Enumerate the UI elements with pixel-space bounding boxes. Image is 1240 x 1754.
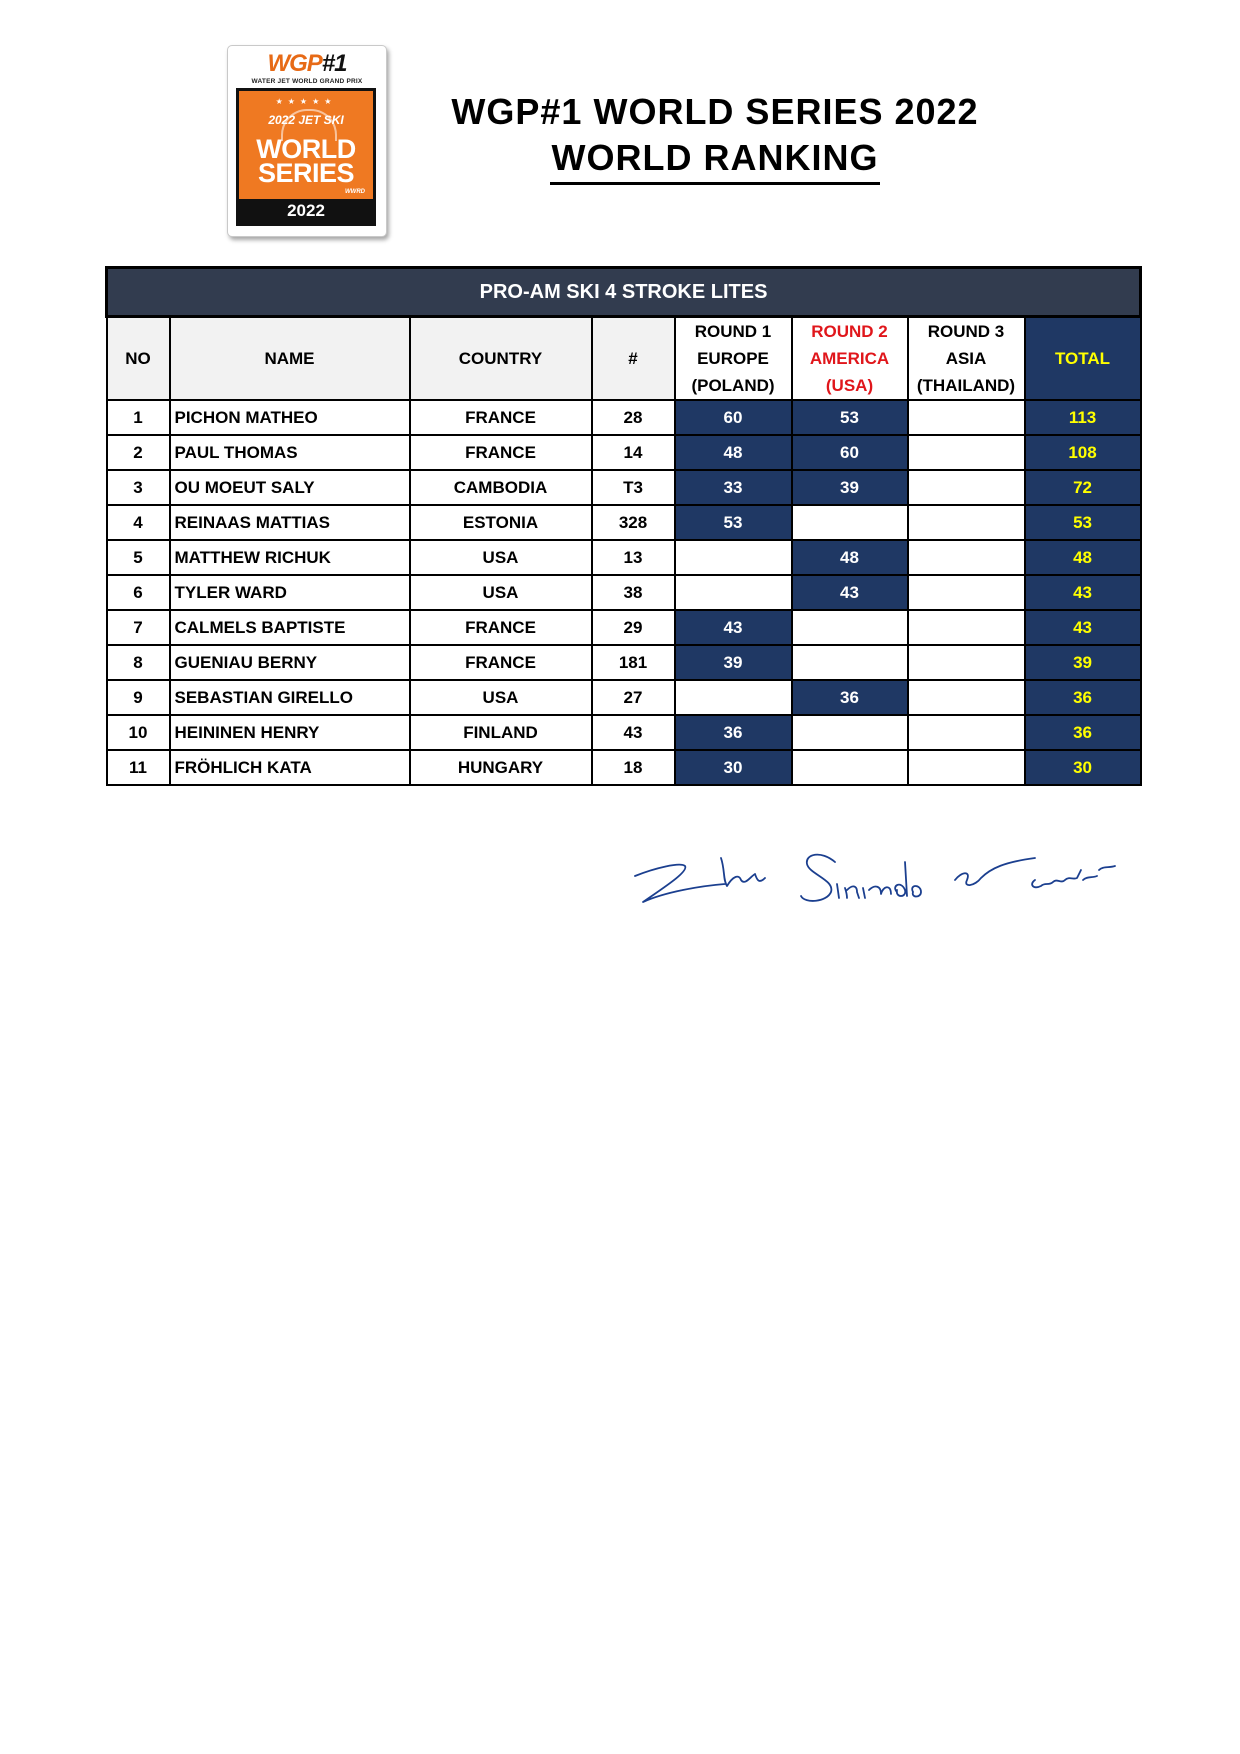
cell-country: FRANCE <box>410 610 592 645</box>
cell-round-1: 33 <box>675 470 792 505</box>
cell-name: GUENIAU BERNY <box>170 645 410 680</box>
table-row <box>107 470 1141 505</box>
logo-world-series-text: WORLD SERIES <box>256 134 356 188</box>
table-caption: PRO-AM SKI 4 STROKE LITES <box>107 268 1141 317</box>
cell-round-2 <box>792 645 908 680</box>
cell-total: 113 <box>1025 400 1141 435</box>
cell-round-2: 43 <box>792 575 908 610</box>
cell-country: CAMBODIA <box>410 470 592 505</box>
cell-no: 10 <box>107 715 170 750</box>
cell-round-2: 48 <box>792 540 908 575</box>
cell-no: 2 <box>107 435 170 470</box>
cell-name: PICHON MATHEO <box>170 400 410 435</box>
cell-no: 6 <box>107 575 170 610</box>
cell-number: 328 <box>592 505 675 540</box>
cell-country: USA <box>410 540 592 575</box>
cell-round-2: 60 <box>792 435 908 470</box>
cell-number: 27 <box>592 680 675 715</box>
header-name: NAME <box>170 317 410 401</box>
cell-total: 39 <box>1025 645 1141 680</box>
table-row <box>107 400 1141 435</box>
cell-round-1: 36 <box>675 715 792 750</box>
cell-no: 3 <box>107 470 170 505</box>
cell-round-3 <box>908 435 1025 470</box>
cell-total: 43 <box>1025 575 1141 610</box>
table-row <box>107 750 1141 785</box>
cell-round-1 <box>675 680 792 715</box>
ranking-table <box>105 266 1142 786</box>
header-total: TOTAL <box>1025 317 1141 401</box>
cell-number: 38 <box>592 575 675 610</box>
cell-number: 18 <box>592 750 675 785</box>
cell-country: FRANCE <box>410 435 592 470</box>
cell-round-3 <box>908 610 1025 645</box>
logo-jetski-text: 2022 JET SKI <box>268 113 344 127</box>
cell-number: 181 <box>592 645 675 680</box>
cell-round-1: 48 <box>675 435 792 470</box>
cell-round-3 <box>908 505 1025 540</box>
cell-round-3 <box>908 575 1025 610</box>
cell-no: 9 <box>107 680 170 715</box>
cell-country: ESTONIA <box>410 505 592 540</box>
cell-round-1: 39 <box>675 645 792 680</box>
cell-country: FINLAND <box>410 715 592 750</box>
cell-name: SEBASTIAN GIRELLO <box>170 680 410 715</box>
header-round-3: ROUND 3 ASIA (THAILAND) <box>908 317 1025 401</box>
cell-total: 72 <box>1025 470 1141 505</box>
header-round-2: ROUND 2 AMERICA (USA) <box>792 317 908 401</box>
table-row <box>107 505 1141 540</box>
cell-total: 36 <box>1025 680 1141 715</box>
cell-number: 14 <box>592 435 675 470</box>
cell-round-3 <box>908 400 1025 435</box>
cell-country: FRANCE <box>410 645 592 680</box>
cell-round-2: 53 <box>792 400 908 435</box>
cell-round-3 <box>908 540 1025 575</box>
cell-round-3 <box>908 750 1025 785</box>
cell-number: T3 <box>592 470 675 505</box>
logo-year: 2022 <box>239 199 373 223</box>
cell-name: REINAAS MATTIAS <box>170 505 410 540</box>
cell-no: 11 <box>107 750 170 785</box>
ranking-table-body <box>107 400 1141 785</box>
header-country: COUNTRY <box>410 317 592 401</box>
header-number: # <box>592 317 675 401</box>
cell-round-2 <box>792 610 908 645</box>
cell-total: 30 <box>1025 750 1141 785</box>
cell-name: MATTHEW RICHUK <box>170 540 410 575</box>
title-ranking: WORLD RANKING <box>550 136 881 185</box>
header-no: NO <box>107 317 170 401</box>
cell-round-1: 60 <box>675 400 792 435</box>
logo-stars: ★★★★★ <box>275 97 337 106</box>
cell-total: 108 <box>1025 435 1141 470</box>
cell-number: 43 <box>592 715 675 750</box>
cell-round-1: 53 <box>675 505 792 540</box>
table-row <box>107 575 1141 610</box>
table-row <box>107 610 1141 645</box>
table-row <box>107 715 1141 750</box>
title-series: WGP#1 WORLD SERIES 2022 <box>451 91 979 132</box>
signature-4 <box>1032 866 1115 887</box>
cell-country: USA <box>410 575 592 610</box>
wgp-world-series-logo <box>227 45 387 237</box>
cell-round-2: 39 <box>792 470 908 505</box>
page-title <box>400 88 1030 185</box>
logo-badge <box>236 88 376 226</box>
cell-total: 53 <box>1025 505 1141 540</box>
cell-round-1: 30 <box>675 750 792 785</box>
cell-round-1 <box>675 575 792 610</box>
header-round-1: ROUND 1 EUROPE (POLAND) <box>675 317 792 401</box>
cell-round-2: 36 <box>792 680 908 715</box>
cell-round-3 <box>908 470 1025 505</box>
cell-name: TYLER WARD <box>170 575 410 610</box>
table-row <box>107 645 1141 680</box>
cell-round-3 <box>908 715 1025 750</box>
cell-no: 4 <box>107 505 170 540</box>
table-row <box>107 680 1141 715</box>
cell-no: 1 <box>107 400 170 435</box>
cell-round-2 <box>792 750 908 785</box>
cell-country: USA <box>410 680 592 715</box>
cell-total: 36 <box>1025 715 1141 750</box>
logo-tagline: WATER JET WORLD GRAND PRIX <box>251 78 363 85</box>
cell-name: CALMELS BAPTISTE <box>170 610 410 645</box>
cell-total: 48 <box>1025 540 1141 575</box>
cell-name: OU MOEUT SALY <box>170 470 410 505</box>
cell-country: FRANCE <box>410 400 592 435</box>
cell-round-3 <box>908 645 1025 680</box>
cell-name: HEININEN HENRY <box>170 715 410 750</box>
cell-total: 43 <box>1025 610 1141 645</box>
cell-name: FRÖHLICH KATA <box>170 750 410 785</box>
cell-number: 13 <box>592 540 675 575</box>
cell-no: 7 <box>107 610 170 645</box>
logo-wwrd-mark: WWRD <box>345 189 365 195</box>
cell-round-3 <box>908 680 1025 715</box>
cell-number: 28 <box>592 400 675 435</box>
signature-1 <box>635 858 765 902</box>
cell-no: 5 <box>107 540 170 575</box>
cell-no: 8 <box>107 645 170 680</box>
signatures <box>625 840 1145 930</box>
signature-3 <box>955 858 1035 885</box>
cell-round-1 <box>675 540 792 575</box>
cell-name: PAUL THOMAS <box>170 435 410 470</box>
cell-round-2 <box>792 715 908 750</box>
table-row <box>107 435 1141 470</box>
cell-round-1: 43 <box>675 610 792 645</box>
table-row <box>107 540 1141 575</box>
logo-wgp-text: WGP#1 <box>267 50 347 77</box>
cell-round-2 <box>792 505 908 540</box>
table-header-row <box>107 317 1141 401</box>
cell-number: 29 <box>592 610 675 645</box>
signature-2 <box>801 855 921 901</box>
cell-country: HUNGARY <box>410 750 592 785</box>
